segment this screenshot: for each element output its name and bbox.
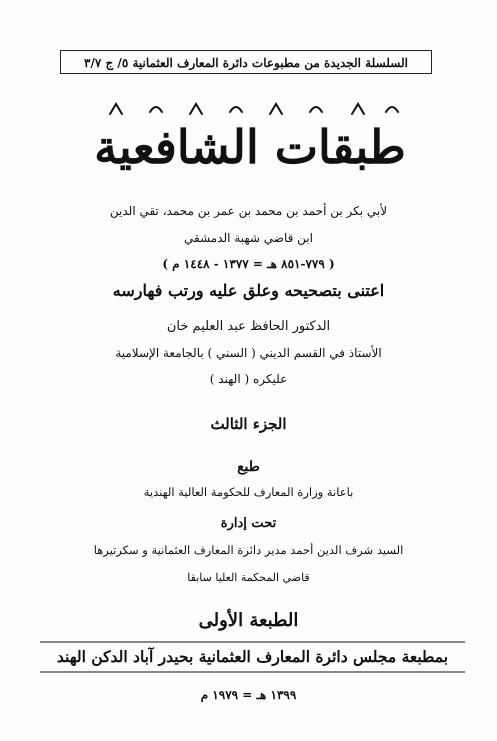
printing-support: باعانة وزارة المعارف للحكومة العالية الهندية <box>143 485 354 499</box>
series-box <box>60 50 432 74</box>
author-dates: ( ٧٧٩-٨٥١ هـ = ١٣٧٧ - ١٤٤٨ م ) <box>162 257 335 271</box>
press-name: بمطبعة مجلس دائرة المعارف العثمانية بحيدر آباد الدكن الهند <box>56 647 449 666</box>
volume-label: الجزء الثالث <box>210 415 287 433</box>
book-title: طبقات الشافعية <box>94 120 406 174</box>
editor-name: الدكتور الحافظ عبد العليم خان <box>166 319 331 334</box>
edition-label: الطبعة الأولى <box>198 610 299 631</box>
ornament-marks-icon <box>90 98 410 120</box>
author-line-2: ابن قاضي شهبة الدمشقي <box>184 231 313 245</box>
management-heading: تحت إدارة <box>220 516 277 531</box>
printing-heading: طبع <box>237 459 260 475</box>
publication-year: ١٣٩٩ هـ = ١٩٧٩ م <box>200 688 297 702</box>
management-former: قاضي المحكمة العليا سابقا <box>187 571 310 584</box>
management-director: السيد شرف الدين أحمد مدير دائرة المعارف العثمانية و سكرتيرها <box>93 543 404 557</box>
author-line-1: لأبي بكر بن أحمد بن محمد بن عمر بن محمد، تقي الدين <box>109 204 388 218</box>
title-block <box>80 98 420 190</box>
title-ornament <box>90 98 410 120</box>
editor-credit: اعتنى بتصحيحه وعلق عليه ورتب فهارسه <box>112 281 385 300</box>
editor-position: الأستاذ في القسم الديني ( السني ) بالجامعة الإسلامية <box>115 346 382 360</box>
editor-place: عليكره ( الهند ) <box>209 372 288 386</box>
press-band <box>40 640 465 674</box>
series-line: السلسلة الجديدة من مطبوعات دائرة المعارف العثمانية ٥/ ج ٣/٧ <box>84 56 408 70</box>
